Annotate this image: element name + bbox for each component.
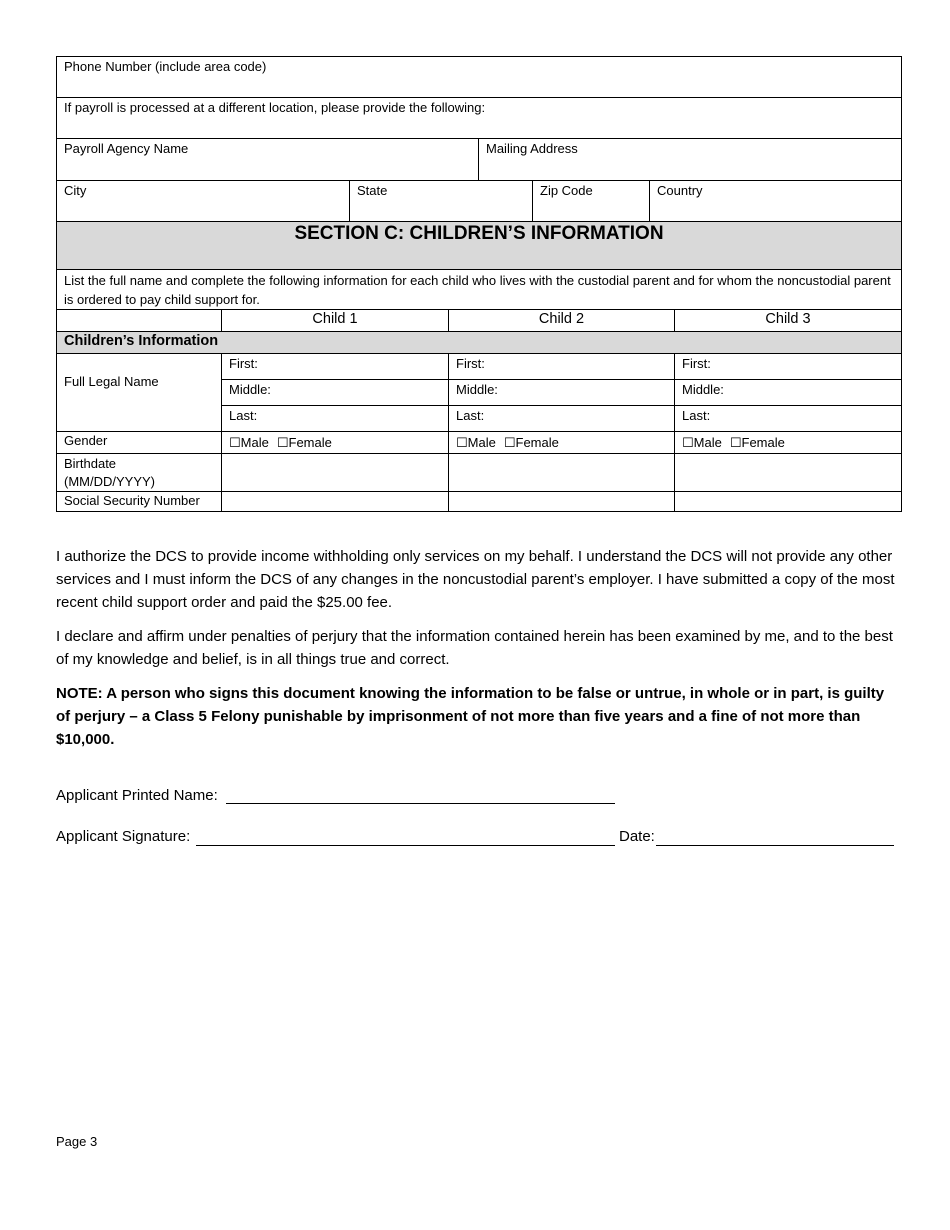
phone-number-field[interactable] (56, 56, 902, 98)
child-2-header (448, 309, 675, 332)
child-3-middle-name-field[interactable] (674, 379, 902, 406)
child-2-last-name-field[interactable] (448, 405, 675, 432)
child-2-middle-name-field[interactable] (448, 379, 675, 406)
state-field[interactable] (349, 180, 533, 222)
gender-label: Gender (64, 433, 108, 448)
first-name-label: First: (456, 356, 485, 371)
childrens-information-label: Children’s Information (64, 333, 219, 349)
birthdate-format: (MM/DD/YYYY) (64, 474, 155, 489)
mailing-address-field[interactable] (478, 138, 902, 181)
full-legal-name-label: Full Legal Name (64, 374, 159, 389)
printed-name-line[interactable] (226, 802, 615, 804)
ssn-label-cell (56, 491, 222, 512)
date-line[interactable] (656, 844, 894, 846)
country-label: Country (657, 183, 703, 198)
perjury-note: NOTE: A person who signs this document knowing the information to be false or untrue, in whole or in part, is guilty of perjury – a Class 5 Felony punishable by imprisonment of not more than five years and a fine of not more than $10,000. (56, 685, 885, 748)
middle-name-label: Middle: (229, 382, 271, 397)
signature-label: Applicant Signature: (56, 828, 191, 845)
child-1-female-checkbox[interactable]: ☐Female (276, 435, 332, 450)
child-3-header-label: Child 3 (765, 311, 811, 327)
state-label: State (357, 183, 388, 198)
payroll-agency-name-field[interactable] (56, 138, 479, 181)
city-label: City (64, 183, 87, 198)
printed-name-label: Applicant Printed Name: (56, 787, 218, 804)
child-3-female-checkbox[interactable]: ☐Female (729, 435, 785, 450)
child-3-header (674, 309, 902, 332)
child-1-ssn-field[interactable] (221, 491, 449, 512)
ssn-label: Social Security Number (64, 493, 200, 508)
section-c-header (56, 221, 902, 270)
child-2-birthdate-field[interactable] (448, 453, 675, 492)
child-3-first-name-field[interactable] (674, 353, 902, 380)
authorization-statement: I authorize the DCS to provide income withholding only services on my behalf. I understand the DCS will not provide any other services and I must inform the DCS of any changes in the noncustodial parent’s employer. I have submitted a copy of the most recent child support order and paid the $25.00 fee. (56, 548, 895, 611)
zip-code-label: Zip Code (540, 183, 593, 198)
last-name-label: Last: (229, 408, 258, 423)
child-2-header-label: Child 2 (538, 311, 585, 327)
signature-line[interactable] (196, 844, 615, 846)
child-3-gender (674, 431, 902, 454)
payroll-agency-name-label: Payroll Agency Name (64, 141, 189, 156)
childrens-information-row (56, 331, 902, 354)
city-field[interactable] (56, 180, 350, 222)
perjury-declaration: I declare and affirm under penalties of perjury that the information contained herein has been examined by me, and to the best of my knowledge and belief, is in all things true and correct. (56, 628, 893, 668)
child-header-blank (56, 309, 222, 332)
child-2-first-name-field[interactable] (448, 353, 675, 380)
last-name-label: Last: (682, 408, 711, 423)
phone-number-label: Phone Number (include area code) (64, 59, 267, 74)
child-3-male-checkbox[interactable]: ☐Male (682, 435, 722, 450)
zip-code-field[interactable] (532, 180, 650, 222)
child-1-male-checkbox[interactable]: ☐Male (229, 435, 269, 450)
child-3-last-name-field[interactable] (674, 405, 902, 432)
middle-name-label: Middle: (456, 382, 498, 397)
full-legal-name-label-cell (56, 353, 222, 432)
section-c-instructions: List the full name and complete the following information for each child who lives with the custodial parent and for whom the noncustodial parent is ordered to pay child support for. (64, 273, 891, 307)
section-c-title: SECTION C: CHILDREN’S INFORMATION (294, 223, 664, 244)
child-1-header-label: Child 1 (312, 311, 358, 327)
gender-label-cell (56, 431, 222, 454)
child-1-first-name-field[interactable] (221, 353, 449, 380)
child-1-gender (221, 431, 449, 454)
last-name-label: Last: (456, 408, 485, 423)
payroll-note-row (56, 97, 902, 139)
first-name-label: First: (682, 356, 711, 371)
child-2-male-checkbox[interactable]: ☐Male (456, 435, 496, 450)
child-2-ssn-field[interactable] (448, 491, 675, 512)
first-name-label: First: (229, 356, 258, 371)
page-number: Page 3 (56, 1134, 98, 1149)
child-2-gender (448, 431, 675, 454)
child-1-last-name-field[interactable] (221, 405, 449, 432)
date-label: Date: (619, 828, 655, 845)
child-1-header (221, 309, 449, 332)
middle-name-label: Middle: (682, 382, 724, 397)
child-1-birthdate-field[interactable] (221, 453, 449, 492)
section-c-instructions-row (56, 269, 902, 310)
payroll-note: If payroll is processed at a different location, please provide the following: (64, 100, 486, 115)
child-3-ssn-field[interactable] (674, 491, 902, 512)
country-field[interactable] (649, 180, 902, 222)
child-1-middle-name-field[interactable] (221, 379, 449, 406)
child-3-birthdate-field[interactable] (674, 453, 902, 492)
mailing-address-label: Mailing Address (486, 141, 578, 156)
child-2-female-checkbox[interactable]: ☐Female (503, 435, 559, 450)
birthdate-label-cell (56, 453, 222, 492)
birthdate-label: Birthdate (64, 456, 117, 471)
